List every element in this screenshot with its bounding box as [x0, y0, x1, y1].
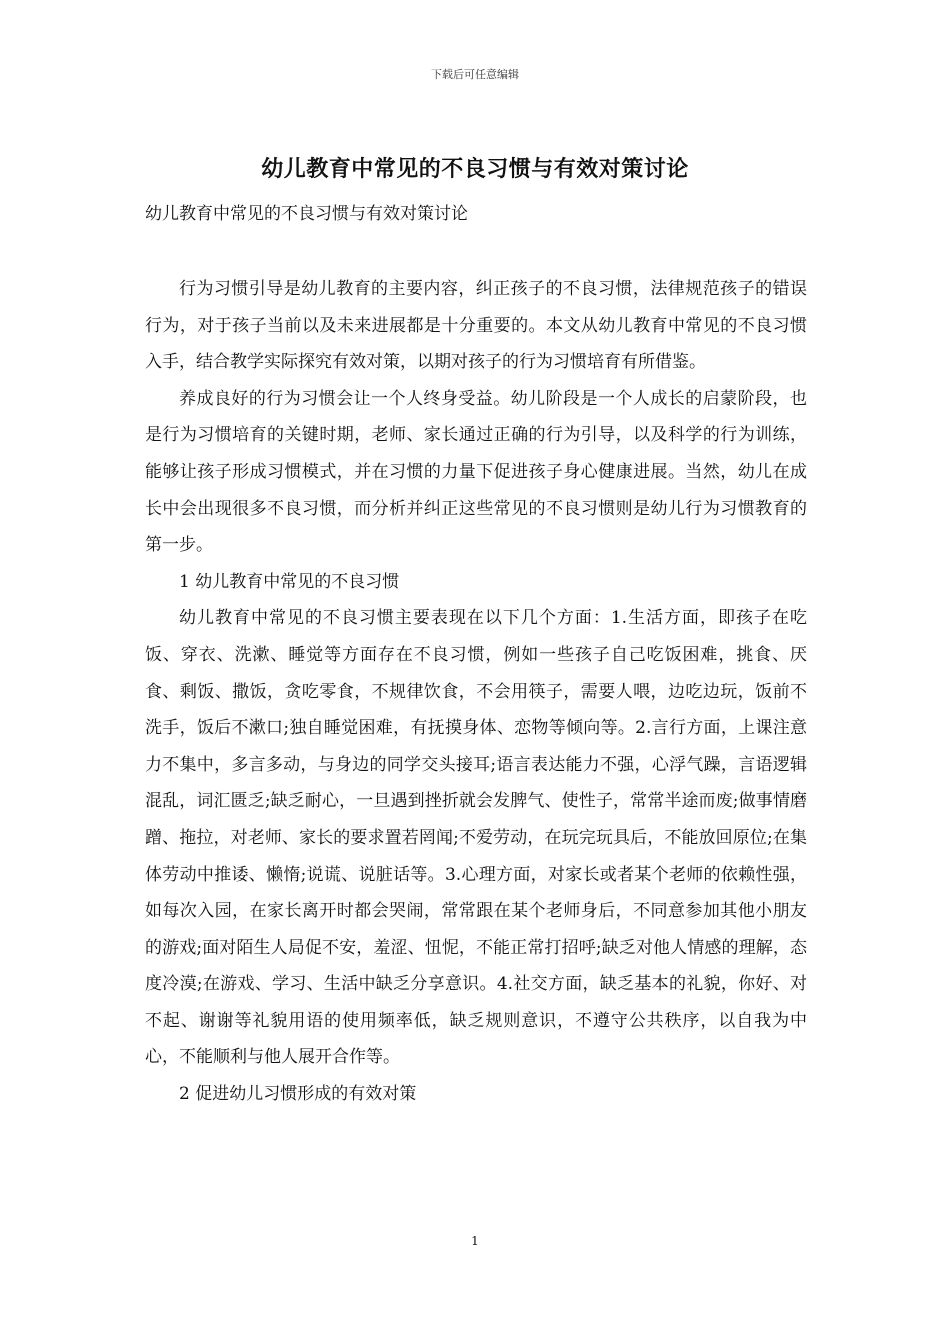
- paragraph-bad-habits: 幼儿教育中常见的不良习惯主要表现在以下几个方面：1.生活方面，即孩子在吃饭、穿衣、洗漱、睡觉等方面存在不良习惯，例如一些孩子自己吃饭困难，挑食、厌食、剩饭、撒饭，贪吃零食，不规律饮食，不会用筷子，需要人喂，边吃边玩，饭前不洗手，饭后不漱口;独自睡觉困难，有抚摸身体、恋物等倾向等。2.言行方面，上课注意力不集中，多言多动，与身边的同学交头接耳;语言表达能力不强，心浮气躁，言语逻辑混乱，词汇匮乏;缺乏耐心，一旦遇到挫折就会发脾气、使性子，常常半途而废;做事情磨蹭、拖拉，对老师、家长的要求置若罔闻;不爱劳动，在玩完玩具后，不能放回原位;在集体劳动中推诿、懒惰;说谎、说脏话等。3.心理方面，对家长或者某个老师的依赖性强，如每次入园，在家长离开时都会哭闹，常常跟在某个老师身后，不同意参加其他小朋友的游戏;面对陌生人局促不安，羞涩、忸怩，不能正常打招呼;缺乏对他人情感的理解，态度冷漠;在游戏、学习、生活中缺乏分享意识。4.社交方面，缺乏基本的礼貌，你好、对不起、谢谢等礼貌用语的使用频率低，缺乏规则意识，不遵守公共秩序，以自我为中心，不能顺利与他人展开合作等。: [145, 608, 807, 1068]
- section-heading-2: 2 促进幼儿习惯形成的有效对策: [179, 1084, 417, 1105]
- document-body: [145, 271, 807, 1113]
- document-subtitle: 幼儿教育中常见的不良习惯与有效对策讨论: [145, 204, 468, 224]
- section-heading-1: 1 幼儿教育中常见的不良习惯: [179, 571, 400, 592]
- paragraph-background: 养成良好的行为习惯会让一个人终身受益。幼儿阶段是一个人成长的启蒙阶段，也是行为习惯培育的关键时期，老师、家长通过正确的行为引导，以及科学的行为训练，能够让孩子形成习惯模式，并在习惯的力量下促进孩子身心健康进展。当然，幼儿在成长中会出现很多不良习惯，而分析并纠正这些常见的不良习惯则是幼儿行为习惯教育的第一步。: [145, 388, 807, 556]
- paragraph-intro: 行为习惯引导是幼儿教育的主要内容，纠正孩子的不良习惯，法律规范孩子的错误行为，对于孩子当前以及未来进展都是十分重要的。本文从幼儿教育中常见的不良习惯入手，结合教学实际探究有效对策，以期对孩子的行为习惯培育有所借鉴。: [145, 279, 807, 373]
- header-note: 下载后可任意编辑: [431, 68, 519, 81]
- page-number: 1: [471, 1234, 479, 1248]
- document-title: 幼儿教育中常见的不良习惯与有效对策讨论: [261, 156, 689, 182]
